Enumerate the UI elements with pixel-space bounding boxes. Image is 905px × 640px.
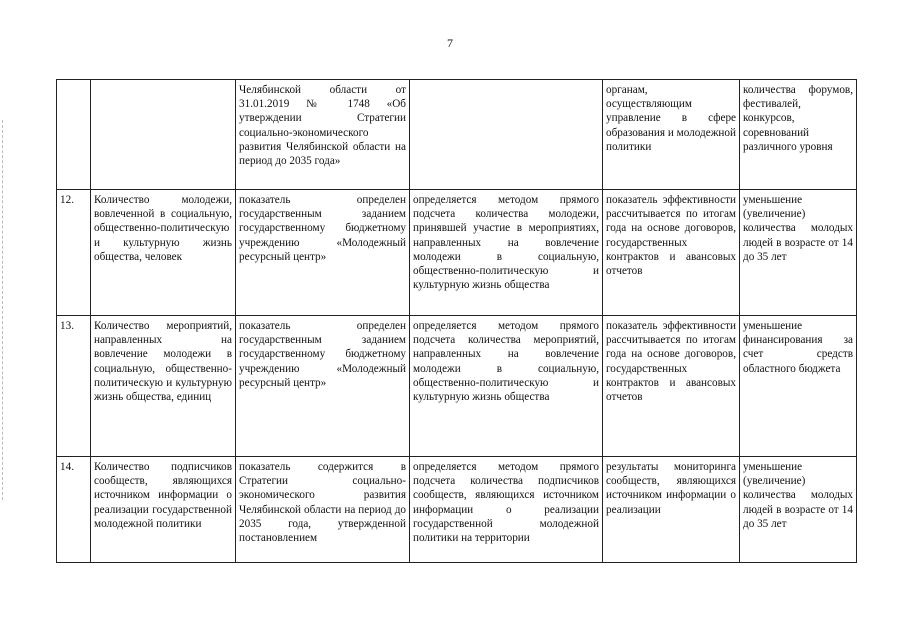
table-row: [57, 457, 857, 563]
table-row: [57, 316, 857, 457]
calculation-cell: [410, 80, 603, 190]
method-cell: показатель содержится в Стратегии социально-экономического развития Челябинской области на период до 2035 года, утвержденной постановлением: [236, 457, 410, 563]
calculation-cell: определяется методом прямого подсчета количества подписчиков сообществ, являющихся источником информации о реализации государственной молодежной политики на территории: [410, 457, 603, 563]
method-cell: Челябинской области от 31.01.2019 № 1748 «Об утверждении Стратегии социально-экономического развития Челябинской области на период до 2035 года»: [236, 80, 410, 190]
method-cell: показатель определен государственным заданием государственному бюджетному учреждению «Молодежный ресурсный центр»: [236, 190, 410, 316]
row-number: 12.: [57, 190, 91, 316]
margin-rule: [2, 120, 4, 500]
row-number: 13.: [57, 316, 91, 457]
table-row: [57, 80, 857, 190]
interpretation-cell: уменьшение (увеличение) количества молодых людей в возрасте от 14 до 35 лет: [740, 457, 857, 563]
method-cell: показатель определен государственным заданием государственному бюджетному учреждению «Молодежный ресурсный центр»: [236, 316, 410, 457]
source-cell: результаты мониторинга сообществ, являющихся источником информации о реализации: [603, 457, 740, 563]
indicator-cell: Количество молодежи, вовлеченной в социальную, общественно-политическую и культурную жизнь общества, человек: [91, 190, 236, 316]
indicator-cell: Количество подписчиков сообществ, являющихся источником информации о реализации государственной молодежной политики: [91, 457, 236, 563]
calculation-cell: определяется методом прямого подсчета количества мероприятий, направленных на вовлечение молодежи в социальную, общественно-политическую и культурную жизнь общества: [410, 316, 603, 457]
indicator-cell: Количество мероприятий, направленных на вовлечение молодежи в социальную, общественно-политическую и культурную жизнь общества, единиц: [91, 316, 236, 457]
source-cell: показатель эффективности рассчитывается по итогам года на основе договоров, государственных контрактов и авансовых отчетов: [603, 190, 740, 316]
calculation-cell: определяется методом прямого подсчета количества молодежи, принявшей участие в мероприятиях, направленных на вовлечение молодежи в социальную, общественно-политическую и культурную жизнь общества: [410, 190, 603, 316]
indicators-table: [56, 79, 857, 563]
interpretation-cell: уменьшение финансирования за счет средств областного бюджета: [740, 316, 857, 457]
row-number: 14.: [57, 457, 91, 563]
page-number: 7: [447, 36, 453, 50]
table-row: [57, 190, 857, 316]
indicator-cell: [91, 80, 236, 190]
row-number: [57, 80, 91, 190]
source-cell: органам, осуществляющим управление в сфере образования и молодежной политики: [603, 80, 740, 190]
interpretation-cell: количества форумов, фестивалей, конкурсов, соревнований различного уровня: [740, 80, 857, 190]
interpretation-cell: уменьшение (увеличение) количества молодых людей в возрасте от 14 до 35 лет: [740, 190, 857, 316]
source-cell: показатель эффективности рассчитывается по итогам года на основе договоров, государственных контрактов и авансовых отчетов: [603, 316, 740, 457]
